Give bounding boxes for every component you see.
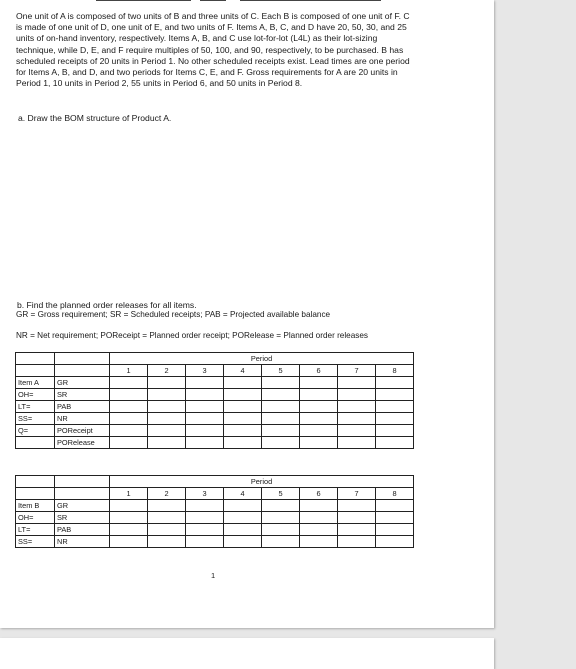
entry-cell[interactable] — [224, 512, 262, 524]
entry-cell[interactable] — [338, 437, 376, 449]
entry-cell[interactable] — [110, 500, 148, 512]
top-rule-2 — [200, 0, 226, 1]
entry-cell[interactable] — [376, 401, 414, 413]
entry-cell[interactable] — [224, 377, 262, 389]
row-label-nr: NR — [55, 536, 110, 548]
period-5: 5 — [262, 365, 300, 377]
mrp-table-item-b — [15, 475, 414, 548]
period-7: 7 — [338, 488, 376, 500]
mrp-table-item-a — [15, 352, 414, 449]
entry-cell[interactable] — [186, 377, 224, 389]
safety-stock-label: SS= — [16, 413, 55, 425]
item-label: Item A — [16, 377, 55, 389]
period-4: 4 — [224, 365, 262, 377]
entry-cell[interactable] — [148, 524, 186, 536]
row-label-gr: GR — [55, 377, 110, 389]
period-2: 2 — [148, 488, 186, 500]
entry-cell[interactable] — [376, 425, 414, 437]
next-document-page — [0, 638, 494, 669]
blank-cell — [16, 437, 55, 449]
blank-cell — [55, 353, 110, 365]
entry-cell[interactable] — [338, 512, 376, 524]
period-6: 6 — [300, 488, 338, 500]
entry-cell[interactable] — [338, 500, 376, 512]
safety-stock-label: SS= — [16, 536, 55, 548]
blank-cell — [55, 365, 110, 377]
question-b: b. Find the planned order releases for all items. — [17, 300, 197, 310]
period-header: Period — [110, 476, 414, 488]
entry-cell[interactable] — [300, 536, 338, 548]
entry-cell[interactable] — [224, 524, 262, 536]
entry-cell[interactable] — [376, 524, 414, 536]
entry-cell[interactable] — [148, 437, 186, 449]
row-label-sr: SR — [55, 389, 110, 401]
problem-statement: One unit of A is composed of two units of B and three units of C. Each B is composed of one unit of F. C is made of one unit of D, one unit of E, and two units of F. Items A, B, C, and D have 20, 50, 30, and 25 units of on-hand inventory, respectively. Items A, B, and C use lot-for-lot (L4L) as their lot-sizing technique, while D, E, and F require multiples of 50, 100, and 90, respectively, to be purchased. B has scheduled receipts of 20 units in Period 1. No other scheduled receipts exist. Lead times are one period for Items A, B, and D, and two periods for Items C, E, and F. Gross requirements for A are 20 units in Period 1, 10 units in Period 2, 55 units in Period 6, and 50 units in Period 8. — [16, 11, 410, 89]
entry-cell[interactable] — [262, 536, 300, 548]
entry-cell[interactable] — [338, 536, 376, 548]
lead-time-label: LT= — [16, 401, 55, 413]
entry-cell[interactable] — [338, 377, 376, 389]
entry-cell[interactable] — [300, 401, 338, 413]
period-3: 3 — [186, 365, 224, 377]
definitions-line-1: GR = Gross requirement; SR = Scheduled receipts; PAB = Projected available balance — [16, 310, 331, 319]
entry-cell[interactable] — [110, 524, 148, 536]
entry-cell[interactable] — [262, 437, 300, 449]
entry-cell[interactable] — [262, 512, 300, 524]
entry-cell[interactable] — [262, 413, 300, 425]
entry-cell[interactable] — [300, 524, 338, 536]
entry-cell[interactable] — [110, 413, 148, 425]
period-8: 8 — [376, 365, 414, 377]
lead-time-label: LT= — [16, 524, 55, 536]
entry-cell[interactable] — [376, 536, 414, 548]
blank-cell — [16, 476, 55, 488]
entry-cell[interactable] — [186, 425, 224, 437]
entry-cell[interactable] — [262, 389, 300, 401]
row-label-nr: NR — [55, 413, 110, 425]
entry-cell[interactable] — [224, 413, 262, 425]
entry-cell[interactable] — [110, 536, 148, 548]
entry-cell[interactable] — [224, 500, 262, 512]
entry-cell[interactable] — [110, 425, 148, 437]
period-1: 1 — [110, 365, 148, 377]
entry-cell[interactable] — [376, 413, 414, 425]
row-label-gr: GR — [55, 500, 110, 512]
entry-cell[interactable] — [300, 437, 338, 449]
entry-cell[interactable] — [148, 512, 186, 524]
lot-size-label: Q= — [16, 425, 55, 437]
entry-cell[interactable] — [224, 536, 262, 548]
entry-cell[interactable] — [224, 437, 262, 449]
period-5: 5 — [262, 488, 300, 500]
entry-cell[interactable] — [224, 389, 262, 401]
period-header: Period — [110, 353, 414, 365]
on-hand-label: OH= — [16, 512, 55, 524]
entry-cell[interactable] — [300, 512, 338, 524]
entry-cell[interactable] — [300, 377, 338, 389]
entry-cell[interactable] — [300, 500, 338, 512]
row-label-poreceipt: POReceipt — [55, 425, 110, 437]
entry-cell[interactable] — [148, 389, 186, 401]
entry-cell[interactable] — [338, 524, 376, 536]
period-8: 8 — [376, 488, 414, 500]
entry-cell[interactable] — [148, 536, 186, 548]
entry-cell[interactable] — [262, 425, 300, 437]
entry-cell[interactable] — [186, 536, 224, 548]
entry-cell[interactable] — [376, 389, 414, 401]
entry-cell[interactable] — [262, 401, 300, 413]
entry-cell[interactable] — [338, 413, 376, 425]
entry-cell[interactable] — [148, 401, 186, 413]
row-label-sr: SR — [55, 512, 110, 524]
row-label-pab: PAB — [55, 401, 110, 413]
entry-cell[interactable] — [300, 413, 338, 425]
top-rule-3 — [240, 0, 381, 1]
entry-cell[interactable] — [186, 512, 224, 524]
blank-cell — [16, 353, 55, 365]
period-4: 4 — [224, 488, 262, 500]
entry-cell[interactable] — [186, 437, 224, 449]
blank-cell — [55, 488, 110, 500]
entry-cell[interactable] — [376, 512, 414, 524]
entry-cell[interactable] — [148, 377, 186, 389]
row-label-pab: PAB — [55, 524, 110, 536]
entry-cell[interactable] — [110, 377, 148, 389]
entry-cell[interactable] — [300, 425, 338, 437]
entry-cell[interactable] — [148, 425, 186, 437]
entry-cell[interactable] — [110, 512, 148, 524]
entry-cell[interactable] — [376, 377, 414, 389]
entry-cell[interactable] — [186, 500, 224, 512]
definitions-line-2: NR = Net requirement; POReceipt = Planned order receipt; PORelease = Planned order releases — [16, 331, 369, 340]
entry-cell[interactable] — [224, 401, 262, 413]
entry-cell[interactable] — [262, 524, 300, 536]
entry-cell[interactable] — [338, 389, 376, 401]
period-6: 6 — [300, 365, 338, 377]
period-1: 1 — [110, 488, 148, 500]
entry-cell[interactable] — [186, 524, 224, 536]
entry-cell[interactable] — [300, 389, 338, 401]
period-3: 3 — [186, 488, 224, 500]
entry-cell[interactable] — [110, 389, 148, 401]
entry-cell[interactable] — [376, 500, 414, 512]
entry-cell[interactable] — [148, 500, 186, 512]
entry-cell[interactable] — [186, 413, 224, 425]
row-label-porelease: PORelease — [55, 437, 110, 449]
entry-cell[interactable] — [186, 389, 224, 401]
period-2: 2 — [148, 365, 186, 377]
item-label: Item B — [16, 500, 55, 512]
entry-cell[interactable] — [224, 425, 262, 437]
on-hand-label: OH= — [16, 389, 55, 401]
period-7: 7 — [338, 365, 376, 377]
top-rule-1 — [96, 0, 191, 1]
entry-cell[interactable] — [376, 437, 414, 449]
entry-cell[interactable] — [186, 401, 224, 413]
entry-cell[interactable] — [338, 401, 376, 413]
entry-cell[interactable] — [262, 377, 300, 389]
blank-cell — [16, 365, 55, 377]
entry-cell[interactable] — [110, 401, 148, 413]
entry-cell[interactable] — [338, 425, 376, 437]
entry-cell[interactable] — [110, 437, 148, 449]
blank-cell — [16, 488, 55, 500]
entry-cell[interactable] — [148, 413, 186, 425]
page-number: 1 — [211, 571, 216, 580]
blank-cell — [55, 476, 110, 488]
question-a: a. Draw the BOM structure of Product A. — [18, 113, 172, 123]
entry-cell[interactable] — [262, 500, 300, 512]
